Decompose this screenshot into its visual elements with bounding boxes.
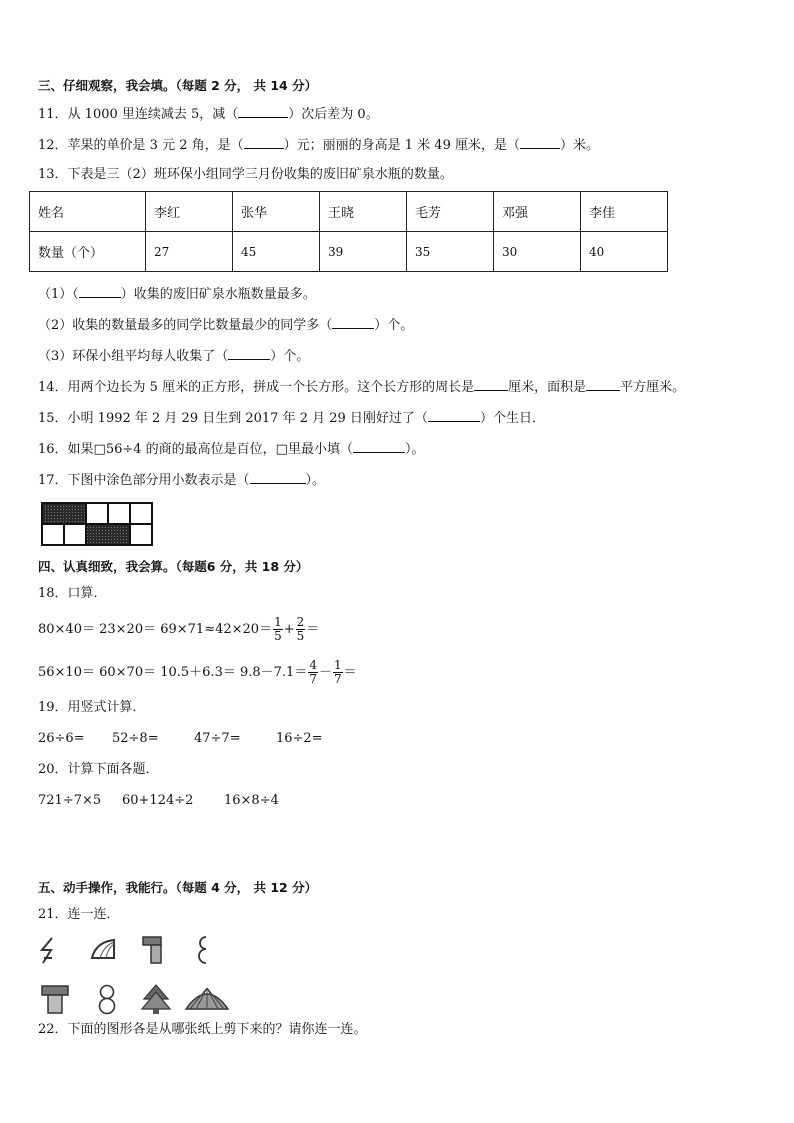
answer-blank[interactable] <box>250 471 306 484</box>
fraction: $\frac{4}{7}$ <box>309 658 317 686</box>
fraction: $\frac{2}{5}$ <box>296 615 305 643</box>
half-lightning-shape-icon <box>38 936 62 966</box>
question-22: 22．下面的图形各是从哪张纸上剪下来的？请你连一连。 <box>38 1022 367 1037</box>
table-row <box>30 232 668 272</box>
shaded-cell <box>86 524 130 545</box>
table-cell: 39 <box>320 232 407 272</box>
table-header-cell: 张华 <box>233 192 320 232</box>
question-13-2: （2）收集的数量最多的同学比数量最少的同学多（ ）个。 <box>38 318 414 333</box>
table-row <box>30 192 668 232</box>
answer-blank[interactable] <box>238 105 288 118</box>
question-17: 17．下图中涂色部分用小数表示是（ ）。 <box>38 473 326 488</box>
table-header-cell: 王晓 <box>320 192 407 232</box>
umbrella-shape-icon <box>184 985 230 1015</box>
fraction: $\frac{1}{5}$ <box>274 615 282 643</box>
section4-heading: 四、认真细致，我会算。（每题6 分，共 18 分） <box>38 559 309 574</box>
answer-blank[interactable] <box>520 136 560 149</box>
division-item: 16÷2= <box>276 731 323 746</box>
division-item: 47÷7= <box>194 731 241 746</box>
table-header-cell: 邓强 <box>494 192 581 232</box>
bottle-count-table <box>29 191 668 272</box>
section5-heading: 五、动手操作，我能行。（每题 4 分， 共 12 分） <box>38 880 318 895</box>
question-19: 19．用竖式计算． <box>38 700 146 715</box>
table-header-cell: 姓名 <box>30 192 146 232</box>
mental-math-row-1: 80×40＝ 23×20＝ 69×71≈42×20＝ $\frac{1}{5}$ + $\frac{2}{5}$ ＝ <box>38 615 320 643</box>
table-cell: 30 <box>494 232 581 272</box>
answer-blank[interactable] <box>244 136 284 149</box>
calc-item: 721÷7×5 <box>38 793 102 808</box>
answer-blank[interactable] <box>586 378 620 391</box>
answer-blank[interactable] <box>79 285 121 298</box>
answer-blank[interactable] <box>474 378 508 391</box>
table-cell: 35 <box>407 232 494 272</box>
question-21: 21．连一连． <box>38 907 120 922</box>
tree-shape-icon <box>140 983 172 1015</box>
table-header-cell: 毛芳 <box>407 192 494 232</box>
table-header-cell: 李红 <box>146 192 233 232</box>
question-13-3: （3）环保小组平均每人收集了（ ）个。 <box>38 349 310 364</box>
question-12: 12．苹果的单价是 3 元 2 角，是（ ）元；丽丽的身高是 1 米 49 厘米，是（ ）米。 <box>38 138 599 153</box>
answer-blank[interactable] <box>428 409 480 422</box>
half-umbrella-shape-icon <box>88 936 118 966</box>
division-item: 26÷6= <box>38 731 85 746</box>
question-14: 14．用两个边长为 5 厘米的正方形，拼成一个长方形。这个长方形的周长是 厘米，面积是 平方厘米。 <box>38 380 686 395</box>
answer-blank[interactable] <box>228 347 270 360</box>
question-11: 11．从 1000 里连续减去 5，减（ ）次后差为 0。 <box>38 107 379 122</box>
table-cell: 45 <box>233 232 320 272</box>
answer-blank[interactable] <box>332 316 374 329</box>
half-house-shape-icon <box>140 934 164 966</box>
shaded-cell <box>42 503 86 524</box>
table-row-label: 数量（个） <box>30 232 146 272</box>
section3-heading: 三、仔细观察，我会填。（每题 2 分， 共 14 分） <box>38 78 318 93</box>
house-shape-icon <box>40 983 70 1015</box>
snowman-shape-icon <box>94 983 120 1015</box>
question-20: 20．计算下面各题． <box>38 762 159 777</box>
table-header-cell: 李佳 <box>581 192 668 232</box>
question-18: 18．口算． <box>38 586 107 601</box>
table-cell: 27 <box>146 232 233 272</box>
shaded-grid-figure <box>41 502 153 546</box>
half-snowman-shape-icon <box>192 934 212 966</box>
calc-item: 60+124÷2 <box>122 793 194 808</box>
question-16: 16．如果□56÷4 的商的最高位是百位，□里最小填（ ）。 <box>38 442 425 457</box>
fraction: $\frac{1}{7}$ <box>333 658 342 686</box>
answer-blank[interactable] <box>353 440 405 453</box>
calc-item: 16×8÷4 <box>224 793 279 808</box>
table-cell: 40 <box>581 232 668 272</box>
mental-math-row-2: 56×10＝ 60×70＝ 10.5＋6.3＝ 9.8－7.1＝ $\frac{4}{7}$ － $\frac{1}{7}$ ＝ <box>38 658 357 686</box>
question-13-1: （1）（ ）收集的废旧矿泉水瓶数量最多。 <box>38 287 316 302</box>
division-item: 52÷8= <box>112 731 159 746</box>
question-13: 13．下表是三（2）班环保小组同学三月份收集的废旧矿泉水瓶的数量。 <box>38 167 453 182</box>
question-15: 15．小明 1992 年 2 月 29 日生到 2017 年 2 月 29 日刚好过了（ ）个生日． <box>38 411 545 426</box>
